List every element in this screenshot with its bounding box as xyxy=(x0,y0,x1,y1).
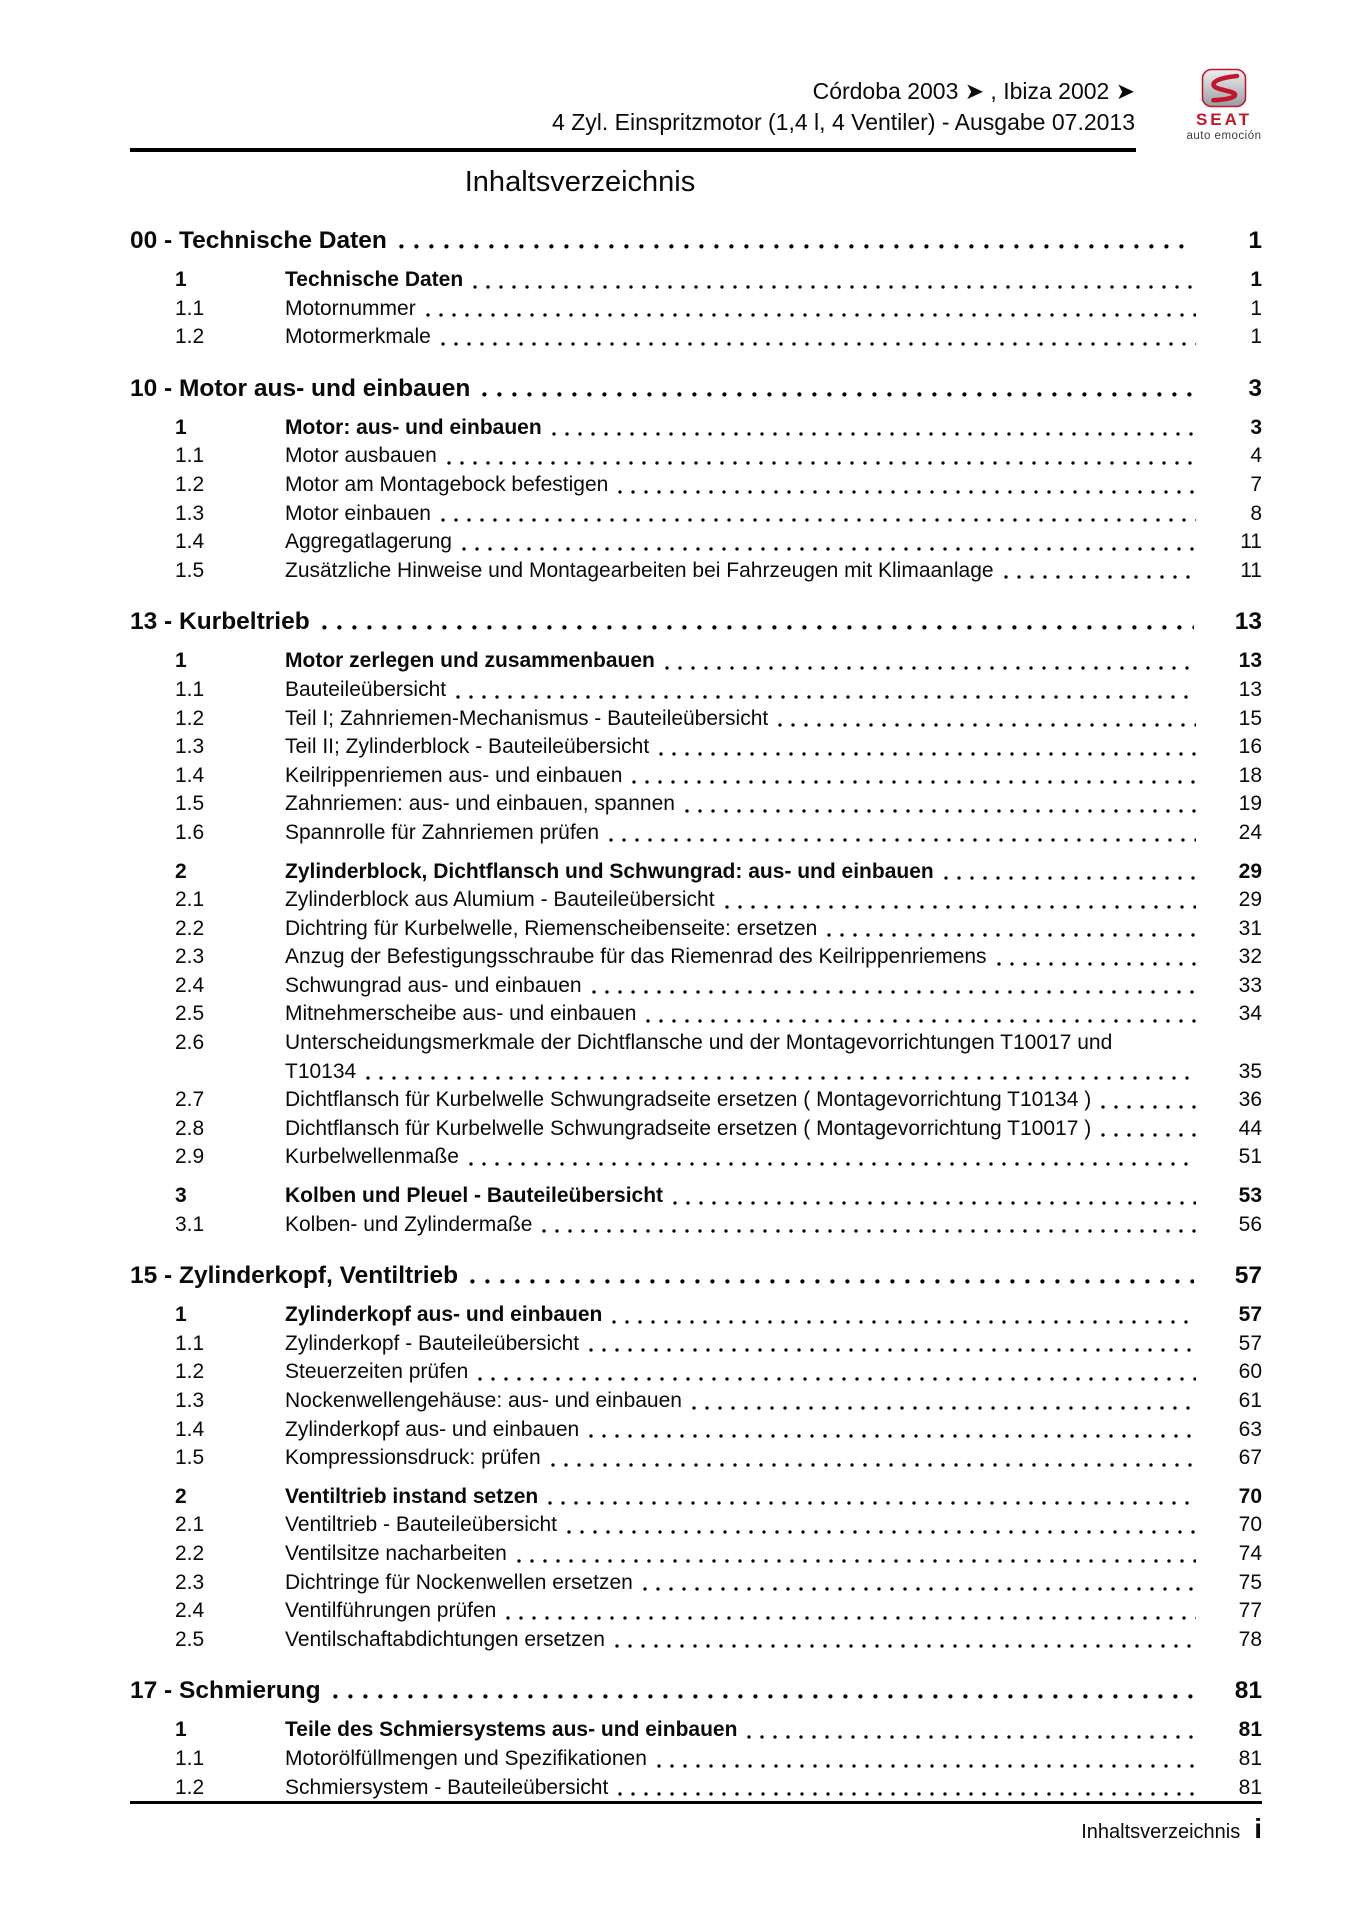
item-body xyxy=(285,1774,1262,1803)
item-page-number: 15 xyxy=(1238,706,1262,730)
dot-leader xyxy=(366,1075,1196,1081)
toc-item-row[interactable] xyxy=(130,1626,1262,1655)
item-label: Motornummer xyxy=(285,296,416,320)
toc-item-row[interactable] xyxy=(130,790,1262,819)
dot-leader xyxy=(589,1433,1196,1439)
toc-item-row[interactable] xyxy=(130,1483,1262,1512)
item-page-number: 13 xyxy=(1238,649,1262,673)
toc-item-row[interactable] xyxy=(130,733,1262,762)
item-label: Ventiltrieb instand setzen xyxy=(285,1484,539,1508)
item-label: Unterscheidungsmerkmale der Dichtflansche und der Montagevorrichtungen T10017 und xyxy=(285,1031,1113,1055)
item-number: 1.1 xyxy=(175,444,205,468)
item-label: Motor am Montagebock befestigen xyxy=(285,472,609,496)
item-number: 2.3 xyxy=(175,945,205,969)
item-page-number: 57 xyxy=(1238,1303,1262,1327)
item-number: 1.5 xyxy=(175,558,205,582)
toc-item-row[interactable] xyxy=(130,295,1262,324)
item-number: 1.1 xyxy=(175,296,205,320)
item-number: 1.2 xyxy=(175,706,205,730)
dot-leader xyxy=(426,312,1196,318)
item-body xyxy=(285,972,1262,1001)
item-label: Schwungrad aus- und einbauen xyxy=(285,973,582,997)
item-label: Zusätzliche Hinweise und Montagearbeiten bei Fahrzeugen mit Klimaanlage xyxy=(285,558,994,582)
item-label: Keilrippenriemen aus- und einbauen xyxy=(285,763,623,787)
item-number: 1 xyxy=(175,268,187,291)
toc-item-row[interactable] xyxy=(130,858,1262,887)
item-label: Dichtring für Kurbelwelle, Riemenscheibenseite: ersetzen xyxy=(285,916,818,940)
item-number: 1.1 xyxy=(175,1746,205,1770)
toc-item-row[interactable] xyxy=(130,1029,1262,1086)
item-number: 1.3 xyxy=(175,735,205,759)
item-body xyxy=(285,500,1262,529)
toc-item-row[interactable] xyxy=(130,1143,1262,1172)
item-body xyxy=(285,1444,1262,1473)
chapter-page-number: 81 xyxy=(1234,1677,1262,1705)
dot-leader xyxy=(944,875,1196,881)
item-label: Zylinderblock, Dichtflansch und Schwungrad: aus- und einbauen xyxy=(285,859,934,883)
header-rule xyxy=(130,148,1136,152)
item-body xyxy=(285,323,1262,352)
dot-leader xyxy=(725,904,1196,910)
header-subtitle: 4 Zyl. Einspritzmotor (1,4 l, 4 Ventiler) - Ausgabe 07.2013 xyxy=(552,109,1135,135)
item-page-number: 70 xyxy=(1238,1513,1262,1537)
item-label: Ventilschaftabdichtungen ersetzen xyxy=(285,1627,605,1651)
item-number: 2.2 xyxy=(175,1541,205,1565)
item-body xyxy=(285,1483,1262,1512)
dot-leader xyxy=(615,1643,1196,1649)
item-body xyxy=(285,1626,1262,1655)
item-body xyxy=(285,1115,1262,1144)
dot-leader xyxy=(542,1228,1196,1234)
page-footer xyxy=(130,1813,1262,1845)
item-page-number: 63 xyxy=(1238,1417,1262,1441)
page-header xyxy=(552,76,1135,138)
chapter-page-number: 57 xyxy=(1234,1262,1262,1290)
toc-item-row[interactable] xyxy=(130,705,1262,734)
dot-leader xyxy=(567,1529,1196,1535)
item-label: Nockenwellengehäuse: aus- und einbauen xyxy=(285,1389,682,1412)
item-label: Spannrolle für Zahnriemen prüfen xyxy=(285,820,600,844)
toc-item-row[interactable] xyxy=(130,471,1262,500)
dot-leader xyxy=(462,546,1196,552)
item-page-number: 33 xyxy=(1238,973,1262,997)
toc-chapter-row[interactable] xyxy=(130,606,1262,637)
item-body xyxy=(285,762,1262,791)
item-page-number: 11 xyxy=(1240,558,1262,582)
item-page-number: 56 xyxy=(1238,1212,1262,1236)
page-title: Inhaltsverzeichnis xyxy=(464,166,696,198)
item-body xyxy=(285,1000,1262,1029)
dot-leader xyxy=(482,391,1194,398)
item-number: 2.1 xyxy=(175,1513,205,1537)
item-body xyxy=(285,1569,1262,1598)
toc-list xyxy=(130,225,1262,1802)
item-body xyxy=(285,414,1262,443)
dot-leader xyxy=(618,489,1196,495)
item-page-number: 18 xyxy=(1238,763,1262,787)
item-label: Kompressionsdruck: prüfen xyxy=(285,1446,541,1470)
item-body xyxy=(285,442,1262,471)
item-body xyxy=(285,790,1262,819)
item-label: Kolben- und Zylindermaße xyxy=(285,1212,533,1236)
item-body xyxy=(285,819,1262,848)
item-body xyxy=(285,1416,1262,1445)
item-body xyxy=(285,1745,1262,1774)
toc-item-row[interactable] xyxy=(130,1115,1262,1144)
item-page-number: 44 xyxy=(1238,1116,1262,1140)
item-number: 2.3 xyxy=(175,1570,205,1594)
item-page-number: 19 xyxy=(1238,792,1262,816)
toc-item-row[interactable] xyxy=(130,1540,1262,1569)
item-number: 2.5 xyxy=(175,1627,205,1651)
toc-item-row[interactable] xyxy=(130,1597,1262,1626)
item-page-number: 81 xyxy=(1238,1775,1262,1799)
item-body xyxy=(285,1330,1262,1359)
seat-logo xyxy=(1178,68,1270,143)
toc-item-row[interactable] xyxy=(130,819,1262,848)
item-number: 2.6 xyxy=(175,1031,205,1055)
item-page-number: 1 xyxy=(1250,325,1262,349)
dot-leader xyxy=(609,837,1196,843)
item-body xyxy=(285,858,1262,887)
header-models: Córdoba 2003 ➤ , Ibiza 2002 ➤ xyxy=(812,78,1135,104)
dot-leader xyxy=(646,1018,1196,1024)
item-body xyxy=(285,1387,1262,1416)
dot-leader xyxy=(632,779,1196,785)
toc-item-row[interactable] xyxy=(130,943,1262,972)
dot-leader xyxy=(673,1200,1196,1206)
item-label: Zylinderkopf aus- und einbauen xyxy=(285,1303,603,1327)
toc-chapter-row[interactable] xyxy=(130,1260,1262,1291)
dot-leader xyxy=(506,1615,1196,1621)
item-body xyxy=(285,557,1262,586)
item-body xyxy=(285,266,1262,295)
item-number: 1.5 xyxy=(175,792,205,816)
item-body xyxy=(285,528,1262,557)
toc-item-row[interactable] xyxy=(130,1000,1262,1029)
item-label: Dichtflansch für Kurbelwelle Schwungradseite ersetzen ( Montagevorrichtung T10017 ) xyxy=(285,1116,1092,1140)
toc-item-row[interactable] xyxy=(130,1444,1262,1473)
item-body xyxy=(285,733,1262,762)
toc-item-row[interactable] xyxy=(130,1301,1262,1330)
dot-leader xyxy=(612,1319,1196,1325)
toc-chapter-row[interactable] xyxy=(130,225,1262,256)
item-number: 1.4 xyxy=(175,530,205,554)
item-label: Ventilführungen prüfen xyxy=(285,1599,497,1623)
dot-leader xyxy=(551,1462,1196,1468)
dot-leader xyxy=(778,722,1196,728)
item-number: 1.4 xyxy=(175,1417,205,1441)
item-page-number: 29 xyxy=(1238,859,1262,883)
dot-leader xyxy=(473,284,1196,290)
item-page-number: 57 xyxy=(1238,1331,1262,1355)
item-page-number: 51 xyxy=(1238,1145,1262,1169)
item-number: 2.4 xyxy=(175,1599,205,1623)
footer-page-marker: i xyxy=(1254,1813,1262,1844)
item-number: 2.5 xyxy=(175,1002,205,1026)
item-body xyxy=(285,1086,1262,1115)
item-body xyxy=(285,915,1262,944)
dot-leader xyxy=(447,460,1196,466)
item-page-number: 1 xyxy=(1250,268,1262,291)
dot-leader xyxy=(1004,574,1196,580)
toc-item-row[interactable] xyxy=(130,1745,1262,1774)
item-number: 2 xyxy=(175,859,187,883)
item-label: Kolben und Pleuel - Bauteileübersicht xyxy=(285,1184,664,1208)
chapter-label: 15 - Zylinderkopf, Ventiltrieb xyxy=(130,1262,459,1290)
item-number: 1.2 xyxy=(175,1775,205,1799)
dot-leader xyxy=(456,694,1196,700)
item-page-number: 13 xyxy=(1238,677,1262,701)
item-number: 1.3 xyxy=(175,501,205,525)
item-body xyxy=(285,705,1262,734)
toc-item-row[interactable] xyxy=(130,1716,1262,1745)
item-number: 3 xyxy=(175,1184,187,1208)
item-label: Zylinderkopf aus- und einbauen xyxy=(285,1417,580,1441)
footer-label: Inhaltsverzeichnis xyxy=(1081,1821,1241,1843)
dot-leader xyxy=(322,624,1194,631)
item-body xyxy=(285,1597,1262,1626)
item-number: 2.7 xyxy=(175,1088,205,1112)
item-number: 2.1 xyxy=(175,888,205,912)
item-label: Zylinderblock aus Alumium - Bauteileübersicht xyxy=(285,888,715,912)
item-label: Motor: aus- und einbauen xyxy=(285,415,542,439)
item-page-number: 3 xyxy=(1250,415,1262,439)
item-label: Motormerkmale xyxy=(285,325,431,349)
dot-leader xyxy=(1101,1104,1196,1110)
chapter-page-number: 3 xyxy=(1248,374,1262,402)
item-page-number: 4 xyxy=(1250,444,1262,468)
item-body xyxy=(285,1301,1262,1330)
item-label: Steuerzeiten prüfen xyxy=(285,1360,469,1384)
item-page-number: 81 xyxy=(1238,1746,1262,1770)
item-label: Ventiltrieb - Bauteileübersicht xyxy=(285,1513,557,1537)
item-number: 1.2 xyxy=(175,472,205,496)
item-number: 1.6 xyxy=(175,820,205,844)
item-label: Schmiersystem - Bauteileübersicht xyxy=(285,1775,609,1799)
item-number: 2.4 xyxy=(175,973,205,997)
item-page-number: 70 xyxy=(1238,1484,1262,1508)
item-label: Motor einbauen xyxy=(285,501,431,525)
chapter-label: 00 - Technische Daten xyxy=(130,227,387,254)
item-label: Anzug der Befestigungsschraube für das Riemenrad des Keilrippenriemens xyxy=(285,945,987,969)
item-page-number: 31 xyxy=(1238,916,1262,940)
dot-leader xyxy=(399,243,1194,250)
item-page-number: 16 xyxy=(1238,735,1262,759)
item-body xyxy=(285,1211,1262,1240)
item-label: Zylinderkopf - Bauteileübersicht xyxy=(285,1331,580,1355)
item-body xyxy=(285,471,1262,500)
item-page-number: 32 xyxy=(1238,945,1262,969)
dot-leader xyxy=(747,1734,1196,1740)
item-page-number: 81 xyxy=(1238,1718,1262,1742)
item-number: 1.2 xyxy=(175,325,205,349)
toc-item-row[interactable] xyxy=(130,1086,1262,1115)
item-body xyxy=(285,647,1262,676)
toc-chapter-row[interactable] xyxy=(130,373,1262,404)
seat-wordmark: SEAT xyxy=(1195,110,1253,129)
item-number: 1 xyxy=(175,649,187,673)
item-body xyxy=(285,943,1262,972)
seat-tagline: auto emoción xyxy=(1186,130,1262,142)
item-page-number: 29 xyxy=(1238,888,1262,912)
toc-item-row[interactable] xyxy=(130,972,1262,1001)
item-page-number: 75 xyxy=(1238,1570,1262,1594)
dot-leader xyxy=(470,1278,1194,1285)
dot-leader xyxy=(692,1405,1196,1411)
chapter-label: 10 - Motor aus- und einbauen xyxy=(130,374,471,402)
item-label: Zahnriemen: aus- und einbauen, spannen xyxy=(285,792,675,816)
dot-leader xyxy=(657,1763,1196,1769)
dot-leader xyxy=(827,932,1196,938)
toc-content xyxy=(130,160,1262,1802)
toc-item-row[interactable] xyxy=(130,323,1262,352)
chapter-page-number: 1 xyxy=(1248,227,1262,254)
item-page-number: 35 xyxy=(1238,1059,1262,1083)
item-number: 1 xyxy=(175,415,187,439)
toc-item-row[interactable] xyxy=(130,762,1262,791)
item-body xyxy=(285,1511,1262,1540)
chapter-page-number: 13 xyxy=(1234,608,1262,636)
dot-leader xyxy=(333,1693,1194,1700)
toc-item-row[interactable] xyxy=(130,1182,1262,1211)
item-number: 1.1 xyxy=(175,677,205,701)
item-body xyxy=(285,1358,1262,1387)
dot-leader xyxy=(441,517,1196,523)
item-body xyxy=(285,295,1262,324)
item-page-number: 74 xyxy=(1238,1541,1262,1565)
toc-item-row[interactable] xyxy=(130,442,1262,471)
item-number: 3.1 xyxy=(175,1212,205,1236)
toc-item-row[interactable] xyxy=(130,676,1262,705)
dot-leader xyxy=(469,1161,1196,1167)
item-page-number: 60 xyxy=(1238,1360,1262,1384)
toc-item-row[interactable] xyxy=(130,500,1262,529)
dot-leader xyxy=(441,341,1196,347)
item-number: 1.1 xyxy=(175,1331,205,1355)
toc-item-row[interactable] xyxy=(130,886,1262,915)
item-page-number: 11 xyxy=(1240,530,1262,554)
item-number: 2 xyxy=(175,1484,187,1508)
item-label: Mitnehmerscheibe aus- und einbauen xyxy=(285,1002,637,1026)
item-body xyxy=(285,886,1262,915)
item-number: 2.2 xyxy=(175,916,205,940)
item-body xyxy=(285,1716,1262,1745)
item-number: 1.3 xyxy=(175,1389,205,1412)
item-number: 1 xyxy=(175,1303,187,1327)
item-body xyxy=(285,1540,1262,1569)
dot-leader xyxy=(548,1500,1196,1506)
dot-leader xyxy=(592,989,1196,995)
item-label: Ventilsitze nacharbeiten xyxy=(285,1541,507,1565)
item-number: 1.5 xyxy=(175,1446,205,1470)
dot-leader xyxy=(665,665,1196,671)
toc-item-row[interactable] xyxy=(130,528,1262,557)
toc-item-row[interactable] xyxy=(130,1511,1262,1540)
item-number: 2.9 xyxy=(175,1145,205,1169)
toc-item-row[interactable] xyxy=(130,1358,1262,1387)
item-label: Teil II; Zylinderblock - Bauteileübersicht xyxy=(285,735,650,759)
item-page-number: 53 xyxy=(1238,1184,1262,1208)
item-page-number: 7 xyxy=(1250,472,1262,496)
dot-leader xyxy=(659,751,1196,757)
chapter-label: 13 - Kurbeltrieb xyxy=(130,608,310,636)
item-number: 1.2 xyxy=(175,1360,205,1384)
toc-item-row[interactable] xyxy=(130,647,1262,676)
footer-rule xyxy=(130,1801,1262,1804)
item-page-number: 77 xyxy=(1238,1599,1262,1623)
item-page-number: 8 xyxy=(1250,501,1262,525)
dot-leader xyxy=(618,1791,1196,1797)
toc-chapter-row[interactable] xyxy=(130,1675,1262,1706)
item-body xyxy=(285,676,1262,705)
item-page-number: 36 xyxy=(1238,1088,1262,1112)
item-page-number: 24 xyxy=(1238,820,1262,844)
dot-leader xyxy=(643,1586,1196,1592)
item-label: Motor ausbauen xyxy=(285,444,437,468)
chapter-label: 17 - Schmierung xyxy=(130,1677,321,1705)
toc-item-row[interactable] xyxy=(130,1416,1262,1445)
item-page-number: 61 xyxy=(1238,1389,1262,1412)
item-page-number: 1 xyxy=(1250,296,1262,320)
item-label: Technische Daten xyxy=(285,268,464,291)
dot-leader xyxy=(1101,1132,1196,1138)
item-label: Aggregatlagerung xyxy=(285,530,452,554)
item-label: Bauteileübersicht xyxy=(285,677,447,701)
item-number: 2.8 xyxy=(175,1116,205,1140)
toc-item-row[interactable] xyxy=(130,266,1262,295)
toc-item-row[interactable] xyxy=(130,1774,1262,1803)
item-label: Motorölfüllmengen und Spezifikationen xyxy=(285,1746,647,1770)
dot-leader xyxy=(997,961,1196,967)
dot-leader xyxy=(517,1558,1196,1564)
toc-item-row[interactable] xyxy=(130,1211,1262,1240)
toc-item-row[interactable] xyxy=(130,1387,1262,1416)
item-label: Teil I; Zahnriemen-Mechanismus - Bauteileübersicht xyxy=(285,706,769,730)
item-label: Kurbelwellenmaße xyxy=(285,1145,459,1169)
item-label: Dichtringe für Nockenwellen ersetzen xyxy=(285,1570,633,1594)
toc-item-row[interactable] xyxy=(130,557,1262,586)
item-label: Dichtflansch für Kurbelwelle Schwungradseite ersetzen ( Montagevorrichtung T10134 ) xyxy=(285,1088,1092,1112)
item-page-number: 34 xyxy=(1238,1002,1262,1026)
item-page-number: 78 xyxy=(1238,1627,1262,1651)
item-label: Motor zerlegen und zusammenbauen xyxy=(285,649,655,673)
dot-leader xyxy=(552,431,1196,437)
item-body xyxy=(285,1182,1262,1211)
item-label-continuation: T10134 xyxy=(285,1059,357,1083)
toc-item-row[interactable] xyxy=(130,1330,1262,1359)
dot-leader xyxy=(478,1376,1196,1382)
item-page-number: 67 xyxy=(1238,1446,1262,1470)
dot-leader xyxy=(589,1347,1196,1353)
toc-item-row[interactable] xyxy=(130,1569,1262,1598)
seat-s-logo-icon xyxy=(1178,68,1270,108)
dot-leader xyxy=(685,808,1196,814)
toc-item-row[interactable] xyxy=(130,915,1262,944)
item-body xyxy=(285,1029,1262,1086)
item-number: 1.4 xyxy=(175,763,205,787)
item-label: Teile des Schmiersystems aus- und einbauen xyxy=(285,1718,738,1742)
item-number: 1 xyxy=(175,1718,187,1742)
toc-item-row[interactable] xyxy=(130,414,1262,443)
item-body xyxy=(285,1143,1262,1172)
